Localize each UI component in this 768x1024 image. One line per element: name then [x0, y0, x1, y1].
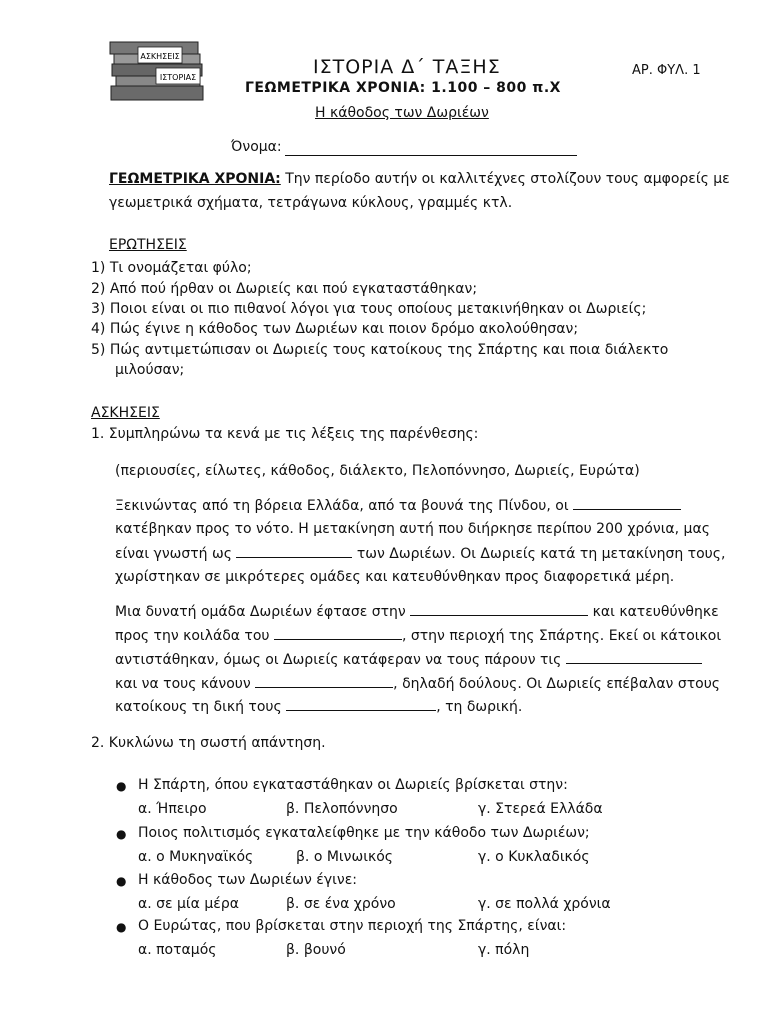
topic-title: Η κάθοδος των Δωριέων — [315, 105, 489, 121]
question-2: 2) Από πού ήρθαν οι Δωριείς και πού εγκαταστάθηκαν; — [91, 281, 478, 297]
p1-line-1 — [115, 497, 681, 514]
p2-line-5 — [115, 698, 522, 715]
mc-question-1: Η Σπάρτη, όπου εγκαταστάθηκαν οι Δωριείς βρίσκεται στην: — [138, 777, 568, 793]
mc-2-option-a[interactable]: α. ο Μυκηναϊκός — [138, 849, 254, 865]
mc-2-option-b[interactable]: β. ο Μινωικός — [296, 849, 393, 865]
name-field[interactable] — [285, 155, 577, 156]
p2-text-4a: και να τους κάνουν — [115, 676, 256, 692]
mc-1-option-b[interactable]: β. Πελοπόννησο — [286, 801, 398, 817]
questions-heading: ΕΡΩΤΗΣΕΙΣ — [109, 237, 187, 253]
mc-1-option-c[interactable]: γ. Στερεά Ελλάδα — [478, 801, 603, 817]
p2-text-2b: , στην περιοχή της Σπάρτης. Εκεί οι κάτοικοι — [401, 628, 722, 644]
mc-4-option-a[interactable]: α. ποταμός — [138, 942, 217, 958]
p2-text-4b: , δηλαδή δούλους. Οι Δωριείς επέβαλαν στους — [393, 676, 721, 692]
mc-2-option-c[interactable]: γ. ο Κυκλαδικός — [478, 849, 590, 865]
mc-4-option-b[interactable]: β. βουνό — [286, 942, 346, 958]
logo-top-text: ΑΣΚΗΣΕΙΣ — [140, 52, 180, 61]
mc-3-option-a[interactable]: α. σε μία μέρα — [138, 896, 239, 912]
p1-line-4: χωρίστηκαν σε μικρότερες ομάδες και κατευθύνθηκαν προς διαφορετικά μέρη. — [115, 569, 675, 585]
p1-text-3b: των Δωριέων. Οι Δωριείς κατά τη μετακίνηση τους, — [352, 546, 726, 562]
p2-line-1 — [115, 603, 719, 620]
p2-text-1b: και κατευθύνθηκε — [588, 604, 719, 620]
mc-3-option-b[interactable]: β. σε ένα χρόνο — [286, 896, 396, 912]
p1-text-3a: είναι γνωστή ως — [115, 546, 237, 562]
word-bank: (περιουσίες, είλωτες, κάθοδος, διάλεκτο, Πελοπόννησο, Δωριείς, Ευρώτα) — [115, 463, 640, 479]
sheet-number: ΑΡ. ΦΥΛ. 1 — [632, 63, 701, 78]
period-subtitle: ΓΕΩΜΕΤΡΙΚΑ ΧΡΟΝΙΑ: 1.100 – 800 π.Χ — [245, 80, 561, 96]
mc-1-option-a[interactable]: α. Ήπειρο — [138, 801, 207, 817]
p2-text-2a: προς την κοιλάδα του — [115, 628, 274, 644]
question-1: 1) Τι ονομάζεται φύλο; — [91, 260, 252, 276]
p1-line-3 — [115, 545, 725, 562]
exercise-2-title: 2. Κυκλώνω τη σωστή απάντηση. — [91, 735, 326, 751]
intro-line-2: γεωμετρικά σχήματα, τετράγωνα κύκλους, γραμμές κτλ. — [109, 195, 513, 211]
mc-4-option-c[interactable]: γ. πόλη — [478, 942, 530, 958]
p1-text-1: Ξεκινώντας από τη βόρεια Ελλάδα, από τα βουνά της Πίνδου, οι — [115, 498, 574, 514]
books-logo — [108, 38, 208, 102]
page-title: ΙΣΤΟΡΙΑ Δ΄ ΤΑΞΗΣ — [313, 56, 501, 78]
question-4: 4) Πώς έγινε η κάθοδος των Δωριέων και ποιον δρόμο ακολούθησαν; — [91, 321, 579, 337]
p2-line-4 — [115, 675, 720, 692]
blank-5[interactable] — [566, 651, 702, 664]
blank-7[interactable] — [286, 698, 436, 711]
exercises-heading: ΑΣΚΗΣΕΙΣ — [91, 405, 160, 421]
bullet-icon: ● — [116, 827, 127, 841]
blank-4[interactable] — [274, 627, 402, 640]
question-3: 3) Ποιοι είναι οι πιο πιθανοί λόγοι για τους οποίους μετακινήθηκαν οι Δωριείς; — [91, 301, 647, 317]
p2-line-3 — [115, 651, 702, 668]
intro-text-1: Την περίοδο αυτήν οι καλλιτέχνες στολίζουν τους αμφορείς με — [280, 171, 730, 187]
p1-line-2: κατέβηκαν προς το νότο. Η μετακίνηση αυτή που διήρκησε περίπου 200 χρόνια, μας — [115, 521, 710, 537]
bullet-icon: ● — [116, 779, 127, 793]
mc-question-2: Ποιος πολιτισμός εγκαταλείφθηκε με την κάθοδο των Δωριέων; — [138, 825, 590, 841]
p2-text-1a: Μια δυνατή ομάδα Δωριέων έφτασε στην — [115, 604, 411, 620]
exercise-1-title: 1. Συμπληρώνω τα κενά με τις λέξεις της παρένθεσης: — [91, 426, 479, 442]
p2-text-5a: κατοίκους τη δική τους — [115, 699, 287, 715]
name-label: Όνομα: — [231, 139, 282, 155]
logo-bottom-text: ΙΣΤΟΡΙΑΣ — [159, 73, 197, 82]
blank-6[interactable] — [255, 675, 393, 688]
mc-question-3: Η κάθοδος των Δωριέων έγινε: — [138, 872, 357, 888]
bullet-icon: ● — [116, 920, 127, 934]
blank-2[interactable] — [236, 545, 352, 558]
intro-heading: ΓΕΩΜΕΤΡΙΚΑ ΧΡΟΝΙΑ: — [109, 171, 281, 187]
blank-3[interactable] — [410, 603, 588, 616]
mc-question-4: Ο Ευρώτας, που βρίσκεται στην περιοχή της Σπάρτης, είναι: — [138, 918, 567, 934]
question-5: 5) Πώς αντιμετώπισαν οι Δωριείς τους κατοίκους της Σπάρτης και ποια διάλεκτο — [91, 342, 669, 358]
bullet-icon: ● — [116, 874, 127, 888]
mc-3-option-c[interactable]: γ. σε πολλά χρόνια — [478, 896, 611, 912]
intro-line-1 — [109, 171, 730, 187]
p2-text-3a: αντιστάθηκαν, όμως οι Δωριείς κατάφεραν να τους πάρουν τις — [115, 652, 566, 668]
blank-1[interactable] — [573, 497, 681, 510]
question-5-cont: μιλούσαν; — [115, 362, 185, 378]
p2-text-5b: , τη δωρική. — [436, 699, 523, 715]
p2-line-2 — [115, 627, 721, 644]
